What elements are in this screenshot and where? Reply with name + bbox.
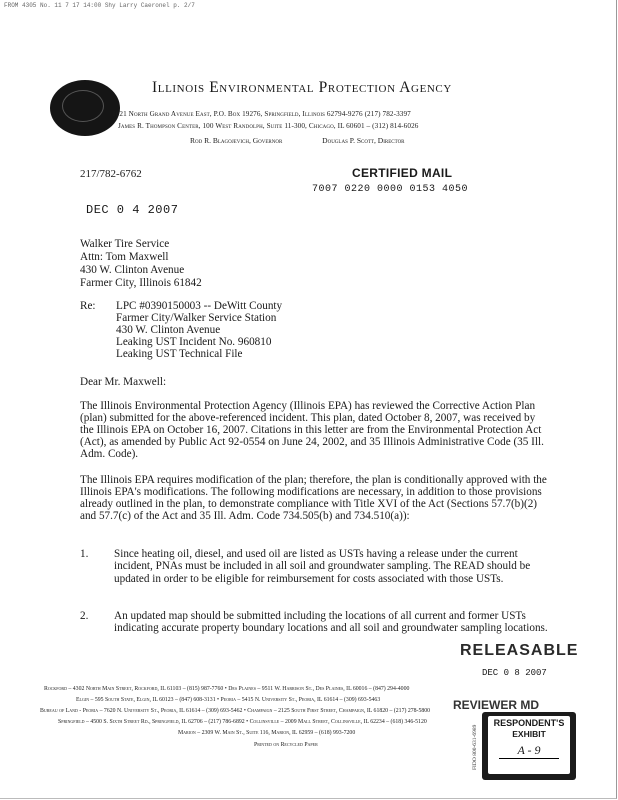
re-line: Leaking UST Incident No. 960810 bbox=[116, 336, 272, 348]
agency-name: Illinois Environmental Protection Agency bbox=[152, 79, 452, 96]
item-number: 1. bbox=[80, 548, 89, 560]
recipient-line: Attn: Tom Maxwell bbox=[80, 251, 169, 263]
recipient-line: Walker Tire Service bbox=[80, 238, 170, 250]
fax-header: FROM 4305 No. 11 7 17 14:00 Shy Larry Caeronel p. 2/7 bbox=[4, 2, 195, 9]
re-line: 430 W. Clinton Avenue bbox=[116, 324, 221, 336]
releasable-stamp: RELEASABLE bbox=[460, 642, 579, 659]
reviewer-stamp: REVIEWER MD bbox=[453, 698, 540, 712]
exhibit-line2: EXHIBIT bbox=[512, 729, 546, 739]
certified-mail-label: CERTIFIED MAIL bbox=[352, 166, 453, 180]
item-text: Since heating oil, diesel, and used oil are listed as USTs having a release under the current incident, PNAs must be included in all soil and groundwater sampling. The READ should be updated in order to be eligible for reimbursement for costs associated with those USTs. bbox=[114, 548, 531, 585]
governor-name: Rod R. Blagojevich, Governor bbox=[190, 136, 283, 145]
recipient-line: Farmer City, Illinois 61842 bbox=[80, 277, 202, 289]
footer-office-line: Elgin – 595 South State, Elgin, IL 60123 – (847) 608-3131 • Peoria – 5415 N. University St., Peoria, IL 61614 – (309) 693-5463 bbox=[76, 697, 381, 703]
re-line: Farmer City/Walker Service Station bbox=[116, 312, 277, 324]
salutation: Dear Mr. Maxwell: bbox=[80, 376, 167, 388]
printed-on-recycled-paper: Printed on Recycled Paper bbox=[254, 742, 318, 748]
agency-officials bbox=[190, 136, 443, 145]
exhibit-id: A - 9 bbox=[499, 743, 559, 759]
phone-number: 217/782-6762 bbox=[80, 168, 142, 180]
footer-office-line: Marion – 2309 W. Main St., Suite 116, Marion, IL 62959 – (618) 993-7200 bbox=[178, 730, 356, 736]
item-text: An updated map should be submitted including the locations of all current and former USTs indicating accurate property boundary locations and all soil and groundwater sampling locations. bbox=[114, 610, 548, 635]
re-label: Re: bbox=[80, 300, 96, 312]
footer-office-line: Springfield – 4500 S. Sixth Street Rd., Springfield, IL 62706 – (217) 786-6892 • Collinsville – 2009 Mall Street, Collinsville, IL 62234 – (618) 346-5120 bbox=[58, 719, 427, 725]
agency-address-line2: James R. Thompson Center, 100 West Randolph, Suite 11-300, Chicago, IL 60601 – (312) 814-6026 bbox=[118, 122, 419, 130]
footer-office-line: Bureau of Land - Peoria – 7620 N. University St., Peoria, IL 61614 – (309) 693-5462 • Champaign – 2125 South First Street, Champaign, IL 61820 – (217) 278-5800 bbox=[40, 708, 431, 714]
exhibit-line1: RESPONDENT'S bbox=[493, 718, 565, 728]
item-number: 2. bbox=[80, 610, 89, 622]
agency-address-line1: 1021 North Grand Avenue East, P.O. Box 19276, Springfield, Illinois 62794-9276 (217) 782-3397 bbox=[112, 110, 411, 118]
re-line: Leaking UST Technical File bbox=[116, 348, 243, 360]
footer-office-line: Rockford – 4302 North Main Street, Rockford, IL 61103 – (815) 987-7760 • Des Plaines – 9511 W. Harrison St., Des Plaines, IL 60016 – (847) 294-4000 bbox=[44, 686, 410, 692]
re-line: LPC #0390150003 -- DeWitt County bbox=[116, 300, 283, 312]
side-stamp-text: FIDO 800-631-6989 bbox=[472, 724, 478, 770]
tracking-number: 7007 0220 0000 0153 4050 bbox=[312, 184, 469, 195]
date-stamp: DEC 0 4 2007 bbox=[86, 203, 179, 217]
paragraph-2: The Illinois EPA requires modification of the plan; therefore, the plan is conditionally approved with the Illinois EPA's modifications. The following modifications are necessary, in addition to those provisions already outlined in the plan, to demonstrate compliance with Title XVI of the Act (Sections 57.7(b)(2) and 57.7(c) of the Act and 35 Ill. Adm. Code 734.505(b) and 734.510(a)): bbox=[80, 474, 547, 522]
exhibit-label bbox=[488, 716, 570, 774]
recipient-line: 430 W. Clinton Avenue bbox=[80, 264, 185, 276]
director-name: Douglas P. Scott, Director bbox=[322, 136, 405, 145]
recipient-address bbox=[80, 238, 202, 290]
agency-seal-inner bbox=[62, 90, 104, 122]
re-block bbox=[116, 300, 282, 360]
paragraph-1: The Illinois Environmental Protection Agency (Illinois EPA) has reviewed the Corrective Action Plan (plan) submitted for the above-referenced incident. This plan, dated October 8, 2007, was received by the Illinois EPA on October 16, 2007. Citations in this letter are from the Environmental Protection Act (Act), as amended by Public Act 92-0554 on June 24, 2002, and 35 Illinois Administrative Code (35 Ill. Adm. Code). bbox=[80, 400, 544, 460]
received-date-stamp: DEC 0 8 2007 bbox=[482, 668, 547, 678]
